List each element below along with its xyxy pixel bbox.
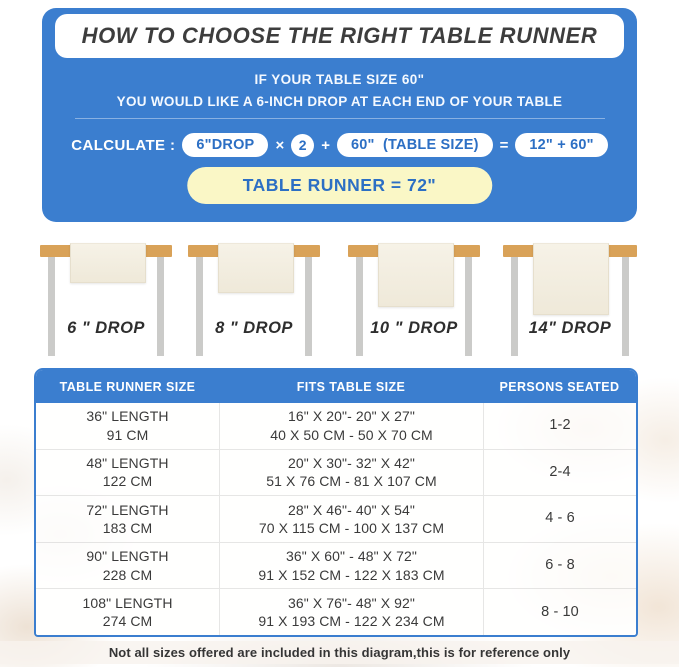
table-row [36,449,636,496]
size-table-body [36,403,636,635]
table-illustration-6-drop [40,243,172,356]
persons-seated-cell: 4 - 6 [483,496,636,542]
table-leg [157,257,164,356]
fits-table-size-cell: 16" X 20"- 20" X 27" 40 X 50 CM - 50 X 70 CM [219,403,483,449]
runner-size-cell: 108" LENGTH 274 CM [82,594,173,630]
times-operator: × [275,136,285,154]
runner-cloth [218,243,294,293]
table-leg [465,257,472,356]
size-reference-table [34,368,638,637]
formula-row [42,130,637,160]
table-row [36,542,636,589]
persons-seated-cell: 1-2 [483,403,636,449]
footer-note: Not all sizes offered are included in this diagram,this is for reference only [0,641,679,664]
multiplier-badge: 2 [291,134,314,157]
column-header-persons-seated: PERSONS SEATED [499,379,620,394]
persons-seated-cell: 2-4 [483,450,636,496]
table-leg [511,257,518,356]
runner-cloth [533,243,609,315]
table-size-pill: 60" (TABLE SIZE) [337,133,493,157]
runner-cloth [70,243,146,283]
plus-operator: + [321,136,330,154]
drop-label: 10 " DROP [370,319,458,337]
calculate-label: CALCULATE : [71,136,176,154]
size-table-header [36,370,636,403]
table-illustration-8-drop [188,243,320,356]
table-row [36,403,636,449]
sum-pill: 12" + 60" [515,133,607,157]
info-panel [42,8,637,222]
runner-size-cell: 90" LENGTH 228 CM [86,548,169,583]
drop-label: 6 " DROP [67,319,145,337]
table-leg [305,257,312,356]
persons-seated-cell: 6 - 8 [483,543,636,589]
drop-pill: 6"DROP [182,133,268,157]
fits-table-size-cell: 36" X 60" - 48" X 72" 91 X 152 CM - 122 X 183 CM [219,543,483,589]
column-header-runner-size: TABLE RUNNER SIZE [59,379,196,394]
table-row [36,588,636,635]
page-title: HOW TO CHOOSE THE RIGHT TABLE RUNNER [81,23,598,48]
runner-size-cell: 72" LENGTH 183 CM [86,501,169,536]
table-leg [48,257,55,356]
divider [75,118,605,119]
fits-table-size-cell: 20" X 30"- 32" X 42" 51 X 76 CM - 81 X 107 CM [219,450,483,496]
subtitle-line-2: YOU WOULD LIKE A 6-INCH DROP AT EACH END OF YOUR TABLE [116,94,563,109]
equals-operator: = [499,136,509,154]
table-leg [196,257,203,356]
drop-label: 14" DROP [528,319,612,337]
table-leg [356,257,363,356]
table-illustration-10-drop [348,243,480,356]
table-row [36,495,636,542]
fits-table-size-cell: 36" X 76"- 48" X 92" 91 X 193 CM - 122 X 234 CM [219,589,483,635]
column-header-fits-table-size: FITS TABLE SIZE [296,379,406,394]
table-leg [622,257,629,356]
fits-table-size-cell: 28" X 46"- 40" X 54" 70 X 115 CM - 100 X 137 CM [219,496,483,542]
title-banner [55,14,624,58]
runner-size-cell: 48" LENGTH 122 CM [86,454,169,490]
runner-cloth [378,243,454,307]
subtitle-line-1: IF YOUR TABLE SIZE 60" [254,72,425,87]
persons-seated-cell: 8 - 10 [483,589,636,635]
runner-size-cell: 36" LENGTH 91 CM [86,408,169,443]
drop-label: 8 " DROP [215,319,293,337]
result-pill: TABLE RUNNER = 72" [187,167,492,204]
table-illustration-14-drop [503,243,637,356]
